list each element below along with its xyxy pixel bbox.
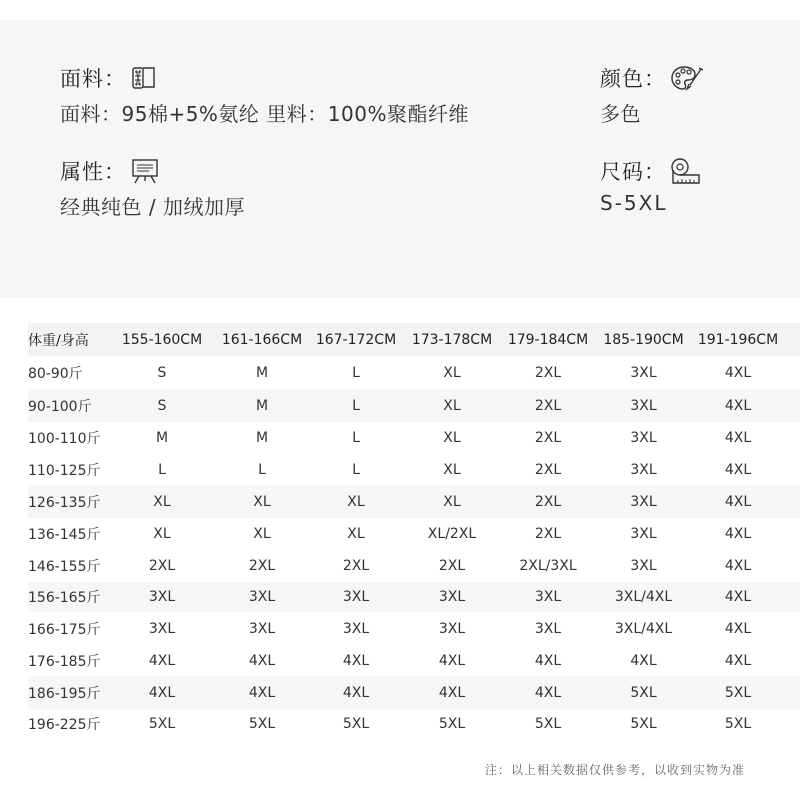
size-cell: 3XL: [248, 589, 276, 605]
size-cell: 4XL: [438, 684, 466, 701]
size-cell: 4XL: [724, 364, 752, 381]
size-cell: 3XL/4XL: [614, 620, 673, 637]
color-attribute: [600, 64, 704, 127]
size-title: 尺码：: [600, 160, 666, 184]
color-value: 多色: [600, 102, 641, 126]
weight-cell: 100-110斤: [28, 431, 101, 447]
weight-cell: 156-165斤: [28, 590, 101, 606]
size-cell: 3XL: [148, 620, 176, 637]
size-cell: 4XL: [724, 430, 752, 446]
size-cell: 3XL: [438, 589, 466, 605]
table-row: [28, 676, 800, 709]
size-cell: 3XL: [534, 620, 562, 637]
size-cell: 3XL: [248, 620, 276, 637]
size-cell: S: [157, 364, 167, 381]
table-row: [28, 454, 800, 485]
table-row: [28, 323, 800, 356]
size-cell: 5XL: [724, 684, 752, 701]
table-row: [28, 645, 800, 676]
size-cell: 2XL: [534, 397, 562, 414]
table-row: [28, 422, 800, 454]
size-cell: 4XL: [724, 493, 752, 510]
weight-cell: 136-145斤: [28, 527, 101, 543]
size-cell: 4XL: [534, 652, 562, 669]
size-cell: 4XL: [438, 652, 466, 669]
size-cell: 3XL: [630, 526, 657, 542]
size-cell: 3XL: [630, 558, 657, 574]
size-cell: 4XL: [724, 461, 752, 478]
properties-attribute: [60, 157, 245, 220]
size-cell: 2XL: [534, 430, 562, 446]
size-cell: 3XL: [630, 493, 657, 510]
size-cell: 2XL: [148, 558, 176, 574]
size-cell: 3XL: [148, 589, 176, 605]
table-row: [28, 550, 800, 582]
size-cell: 5XL: [630, 684, 657, 701]
size-cell: XL: [253, 526, 271, 542]
material-value: 面料：95棉+5%氨纶 里料：100%聚酯纤维: [60, 102, 469, 126]
size-cell: 4XL: [724, 620, 752, 637]
material-attribute: [60, 64, 469, 127]
size-cell: XL: [347, 493, 365, 510]
easel-board-icon: [130, 157, 160, 185]
size-cell: S: [157, 397, 167, 414]
size-cell: XL: [443, 430, 461, 446]
size-cell: 4XL: [248, 652, 276, 669]
size-cell: XL: [443, 461, 461, 478]
size-cell: XL: [443, 364, 461, 381]
size-cell: L: [158, 461, 166, 478]
size-cell: L: [258, 461, 266, 478]
size-cell: 4XL: [630, 652, 657, 669]
color-title-row: [600, 64, 704, 92]
size-cell: 4XL: [724, 652, 752, 669]
size-cell: M: [255, 430, 269, 446]
size-cell: 191-196CM: [697, 331, 779, 348]
size-cell: 4XL: [248, 684, 276, 701]
size-cell: 4XL: [534, 684, 562, 701]
size-cell: 155-160CM: [121, 331, 203, 348]
weight-cell: 176-185斤: [28, 653, 101, 670]
size-cell: 3XL: [438, 620, 466, 637]
size-cell: 5XL: [248, 716, 276, 732]
material-title: 面料：: [60, 67, 126, 91]
size-cell: 185-190CM: [603, 331, 684, 348]
size-cell: M: [155, 430, 169, 446]
size-cell: 4XL: [148, 652, 176, 669]
size-cell: 2XL: [534, 526, 562, 542]
size-cell: 4XL: [724, 526, 752, 542]
size-cell: 4XL: [724, 397, 752, 414]
weight-cell: 166-175斤: [28, 621, 101, 638]
size-value: S-5XL: [600, 191, 668, 215]
size-cell: 2XL: [438, 558, 466, 574]
size-cell: L: [352, 397, 360, 414]
size-cell: L: [352, 430, 360, 446]
size-cell: 3XL: [630, 461, 657, 478]
size-cell: 2XL: [342, 558, 370, 574]
size-cell: 5XL: [438, 716, 466, 732]
color-title: 颜色：: [600, 67, 666, 91]
properties-value: 经典纯色 / 加绒加厚: [60, 195, 245, 219]
palette-brush-icon: [670, 64, 704, 92]
size-cell: 167-172CM: [315, 331, 397, 348]
size-cell: 3XL: [342, 620, 370, 637]
size-cell: 4XL: [148, 684, 176, 701]
table-row: [28, 356, 800, 389]
table-row: [28, 389, 800, 422]
weight-cell: 126-135斤: [28, 494, 101, 511]
weight-cell: 186-195斤: [28, 685, 101, 702]
size-cell: L: [352, 364, 360, 381]
size-attribute: [600, 157, 702, 215]
size-cell: 5XL: [534, 716, 562, 732]
size-cell: 2XL: [534, 461, 562, 478]
size-cell: 179-184CM: [507, 331, 589, 348]
size-cell: M: [255, 397, 269, 414]
size-cell: 3XL: [534, 589, 562, 605]
table-row: [28, 485, 800, 518]
size-title-row: [600, 157, 702, 185]
disclaimer-note: 注：以上相关数据仅供参考，以收到实物为准: [484, 763, 745, 777]
table-row: [28, 518, 800, 550]
size-cell: 4XL: [724, 589, 752, 605]
size-cell: 3XL: [630, 364, 657, 381]
size-cell: 173-178CM: [411, 331, 493, 348]
size-cell: 2XL: [534, 364, 562, 381]
size-cell: L: [352, 461, 360, 478]
size-cell: 4XL: [342, 652, 370, 669]
size-cell: XL: [253, 493, 271, 510]
size-cell: 5XL: [342, 716, 370, 732]
size-cell: 3XL: [342, 589, 370, 605]
size-cell: 5XL: [148, 716, 176, 732]
size-cell: 3XL: [630, 397, 657, 414]
size-cell: XL: [443, 493, 461, 510]
size-cell: 4XL: [724, 558, 752, 574]
table-row: [28, 709, 800, 739]
material-title-row: [60, 64, 469, 92]
table-row: [28, 612, 800, 645]
size-cell: 2XL/3XL: [519, 558, 577, 574]
weight-cell: 146-155斤: [28, 559, 101, 575]
weight-cell: 90-100斤: [28, 398, 92, 415]
weight-cell: 80-90斤: [28, 365, 83, 382]
size-cell: 5XL: [630, 716, 657, 732]
size-cell: XL: [347, 526, 365, 542]
properties-title-row: [60, 157, 245, 185]
size-cell: 2XL: [248, 558, 276, 574]
size-cell: 3XL: [630, 430, 657, 446]
properties-title: 属性：: [60, 160, 126, 184]
size-cell: 5XL: [724, 716, 752, 732]
size-cell: XL: [153, 526, 171, 542]
tape-measure-icon: [670, 156, 702, 186]
fabric-roll-icon: [130, 65, 158, 91]
size-cell: M: [255, 364, 269, 381]
size-cell: 4XL: [342, 684, 370, 701]
size-cell: 161-166CM: [221, 331, 303, 348]
table-row: [28, 582, 800, 612]
size-cell: XL: [443, 397, 461, 414]
size-cell: XL/2XL: [427, 526, 477, 542]
size-cell: 2XL: [534, 493, 562, 510]
size-cell: 3XL/4XL: [614, 589, 673, 605]
weight-cell: 196-225斤: [28, 717, 101, 733]
weight-cell: 体重/身高: [28, 332, 89, 349]
size-cell: XL: [153, 493, 171, 510]
weight-cell: 110-125斤: [28, 462, 101, 479]
size-chart-table: [28, 323, 800, 739]
